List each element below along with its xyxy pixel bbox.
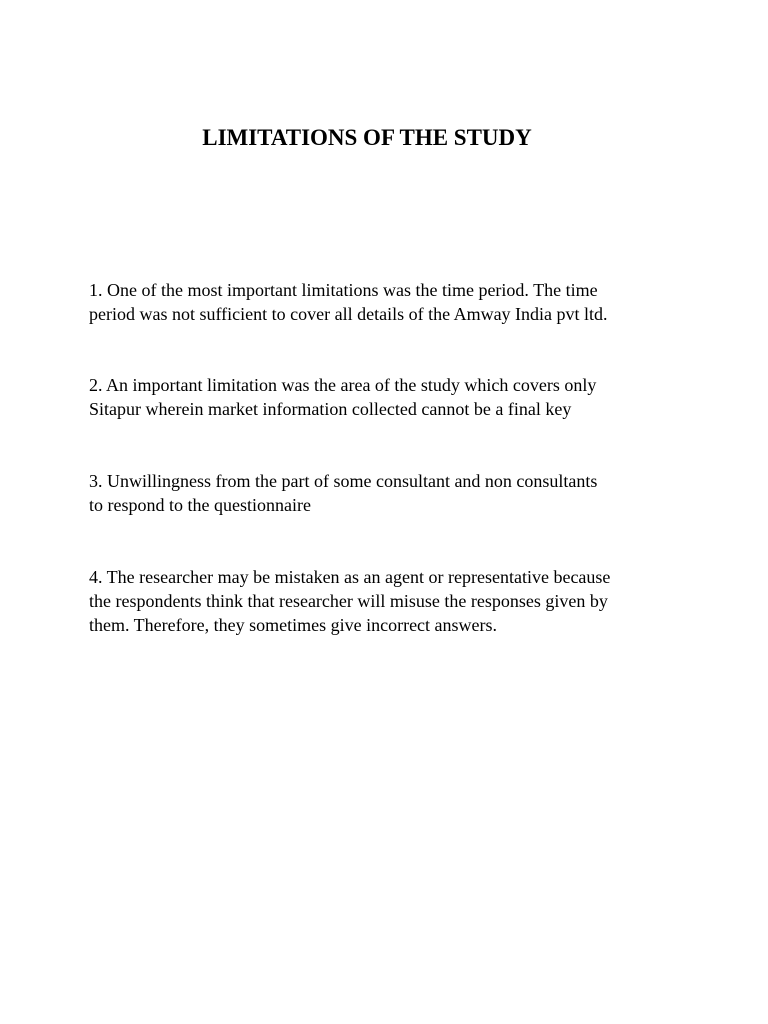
limitation-item-3	[89, 469, 597, 517]
paragraph-line: the respondents think that researcher will misuse the responses given by	[89, 591, 608, 611]
limitation-item-4	[89, 565, 610, 637]
limitation-item-1	[89, 278, 608, 326]
paragraph-line: Sitapur wherein market information collected cannot be a final key	[89, 399, 572, 419]
paragraph-line: 1. One of the most important limitations was the time period. The time	[89, 280, 598, 300]
page-title: LIMITATIONS OF THE STUDY	[202, 125, 532, 150]
paragraph-line: 3. Unwillingness from the part of some consultant and non consultants	[89, 471, 598, 491]
paragraph-line: period was not sufficient to cover all details of the Amway India pvt ltd.	[89, 304, 608, 324]
paragraph-line: them. Therefore, they sometimes give incorrect answers.	[89, 615, 498, 635]
paragraph-line: to respond to the questionnaire	[89, 495, 311, 515]
paragraph-line: 4. The researcher may be mistaken as an agent or representative because	[89, 567, 611, 587]
limitation-item-2	[89, 373, 596, 421]
paragraph-line: 2. An important limitation was the area of the study which covers only	[89, 375, 597, 395]
